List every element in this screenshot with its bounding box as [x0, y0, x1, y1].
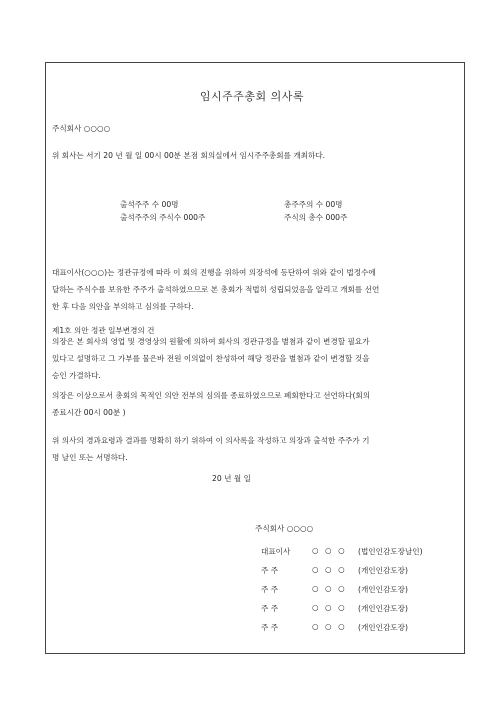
paragraph-line: 한 후 다음 의안을 부의하고 심의를 구하다.: [52, 302, 194, 311]
signature-company: 주식회사 ○○○○: [255, 524, 314, 533]
document-title: 임시주주총회 의사록: [199, 90, 305, 103]
signature-seal: (법인인감도장날인): [358, 547, 423, 556]
paragraph-line: 위 의사의 경과요령과 결과를 명확히 하기 위하여 이 의사록을 작성하고 의장과 출석한 주주가 기: [52, 436, 370, 445]
signature-name: ○ ○ ○: [312, 565, 347, 574]
paragraph-opening-declaration: [52, 264, 452, 315]
signature-role: 주 주: [261, 585, 279, 594]
paragraph-line: 의장은 본 회사의 영업 및 경영상의 원활에 의하여 회사의 정관규정을 별첨과 같이 변경할 필요가: [52, 337, 370, 346]
signature-role: 대표이사: [261, 547, 291, 556]
present-count: 출석주주 수 00명: [120, 200, 179, 209]
opening-sentence: 위 회사는 서기 20 년 월 일 00시 00분 본점 회의실에서 임시주주총회를 개최하다.: [52, 151, 326, 160]
company-line: 주식회사 ○○○○: [52, 124, 111, 133]
paragraph-closing: [52, 387, 452, 421]
paragraph-line: 달하는 주식수를 보유한 주주가 출석하였으므로 본 총회가 적법히 성립되었음을 알리고 개회를 선언: [52, 285, 380, 294]
signature-seal: (개인인감도장): [358, 604, 408, 613]
total-shares: 주식의 총수 000주: [284, 213, 348, 222]
paragraph-agenda-resolution: [52, 333, 452, 384]
paragraph-line: 있다고 설명하고 그 가부를 물은바 전원 이의없이 찬성하여 해당 정관을 별첨과 같이 변경할 것을: [52, 354, 370, 363]
signature-seal: (개인인감도장): [358, 585, 408, 594]
total-count: 총주주의 수 00명: [284, 200, 343, 209]
signature-name: ○ ○ ○: [312, 622, 347, 631]
agenda-title: 제1호 의안 정관 일부변경의 건: [52, 326, 155, 335]
signature-name: ○ ○ ○: [312, 584, 347, 593]
paragraph-line: 대표이사(○○○)는 정관규정에 따라 이 회의 진행을 위하여 의장석에 등단하여 위와 같이 법정수에: [52, 268, 376, 277]
paragraph-line: 명 날인 또는 서명하다.: [52, 453, 128, 462]
signature-seal: (개인인감도장): [358, 623, 408, 632]
paragraph-line: 의장은 이상으로서 총회의 목적인 의안 전부의 심의를 종료하였으므로 폐회한다고 선언하다(회의: [52, 391, 371, 400]
date-line: 20 년 월 일: [212, 474, 251, 483]
signature-seal: (개인인감도장): [358, 566, 408, 575]
signature-role: 주 주: [261, 566, 279, 575]
paragraph-line: 승인 가결하다.: [52, 371, 101, 380]
paragraph-line: 종료시간 00시 00분 ): [52, 408, 126, 417]
present-shares: 출석주주의 주식수 000주: [120, 213, 206, 222]
signature-name: ○ ○ ○: [312, 546, 347, 555]
signature-role: 주 주: [261, 623, 279, 632]
paragraph-signing-statement: [52, 432, 452, 466]
signature-role: 주 주: [261, 604, 279, 613]
signature-name: ○ ○ ○: [312, 603, 347, 612]
